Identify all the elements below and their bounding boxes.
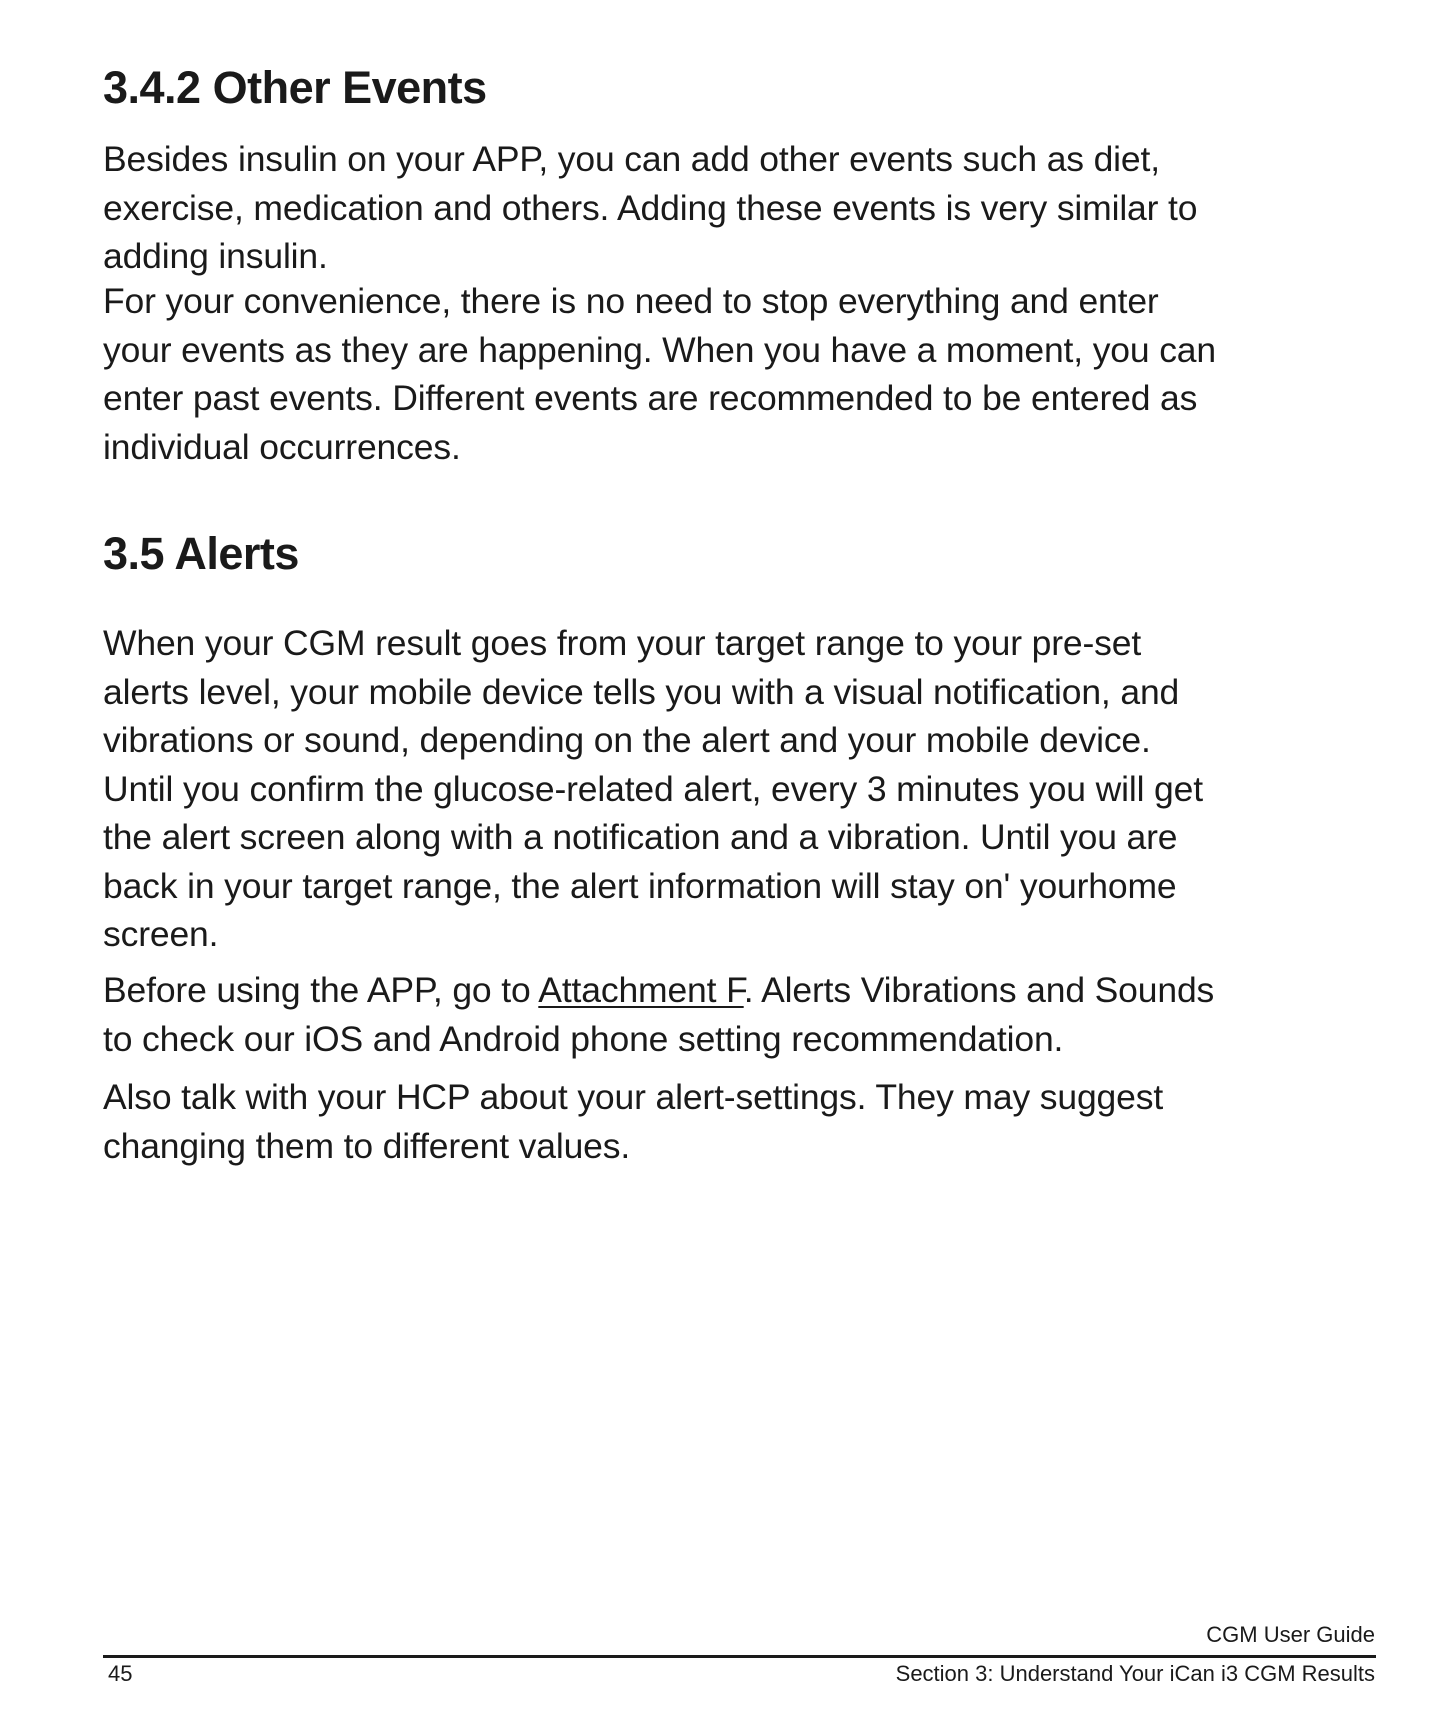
- paragraph-alerts-description: [103, 619, 1383, 959]
- paragraph-other-events-convenience: [103, 277, 1383, 471]
- text-line: to check our iOS and Android phone setting recommendation.: [103, 1018, 1064, 1059]
- text-line: vibrations or sound, depending on the alert and your mobile device.: [103, 720, 1151, 760]
- attachment-f-link[interactable]: Attachment F: [538, 970, 744, 1010]
- footer-section-title: Section 3: Understand Your iCan i3 CGM Results: [895, 1661, 1375, 1686]
- text-line: [103, 966, 1383, 1015]
- text-line: your events as they are happening. When you have a moment, you can: [103, 329, 1216, 370]
- text-line: exercise, medication and others. Adding these events is very similar to: [103, 187, 1198, 228]
- text-line: the alert screen along with a notification and a vibration. Until you are: [103, 817, 1178, 857]
- text-line: Also talk with your HCP about your alert-settings. They may suggest: [103, 1077, 1164, 1117]
- paragraph-alerts-attachment: [103, 966, 1383, 1063]
- text-line: Until you confirm the glucose-related alert, every 3 minutes you will get: [103, 768, 1203, 809]
- text-segment: Before using the APP, go to: [103, 970, 539, 1010]
- heading-other-events: 3.4.2 Other Events: [103, 62, 487, 113]
- footer-divider: [103, 1655, 1376, 1658]
- text-line: enter past events. Different events are recommended to be entered as: [103, 378, 1198, 418]
- footer-guide-title: CGM User Guide: [1206, 1622, 1375, 1647]
- text-line: Besides insulin on your APP, you can add other events such as diet,: [103, 139, 1160, 179]
- paragraph-other-events-intro: [103, 135, 1383, 281]
- text-line: changing them to different values.: [103, 1125, 631, 1166]
- text-line: back in your target range, the alert information will stay on' yourhome: [103, 865, 1177, 906]
- text-line: When your CGM result goes from your target range to your pre-set: [103, 623, 1142, 663]
- text-segment: . Alerts Vibrations and Sounds: [743, 970, 1215, 1010]
- text-line: alerts level, your mobile device tells you with a visual notification, and: [103, 671, 1180, 712]
- text-line: screen.: [103, 914, 219, 954]
- text-line: For your convenience, there is no need to stop everything and enter: [103, 281, 1159, 321]
- text-line: adding insulin.: [103, 236, 328, 276]
- heading-alerts: 3.5 Alerts: [103, 528, 299, 579]
- text-line: individual occurrences.: [103, 426, 461, 467]
- paragraph-alerts-hcp: [103, 1073, 1383, 1170]
- footer-page-number: 45: [108, 1661, 133, 1686]
